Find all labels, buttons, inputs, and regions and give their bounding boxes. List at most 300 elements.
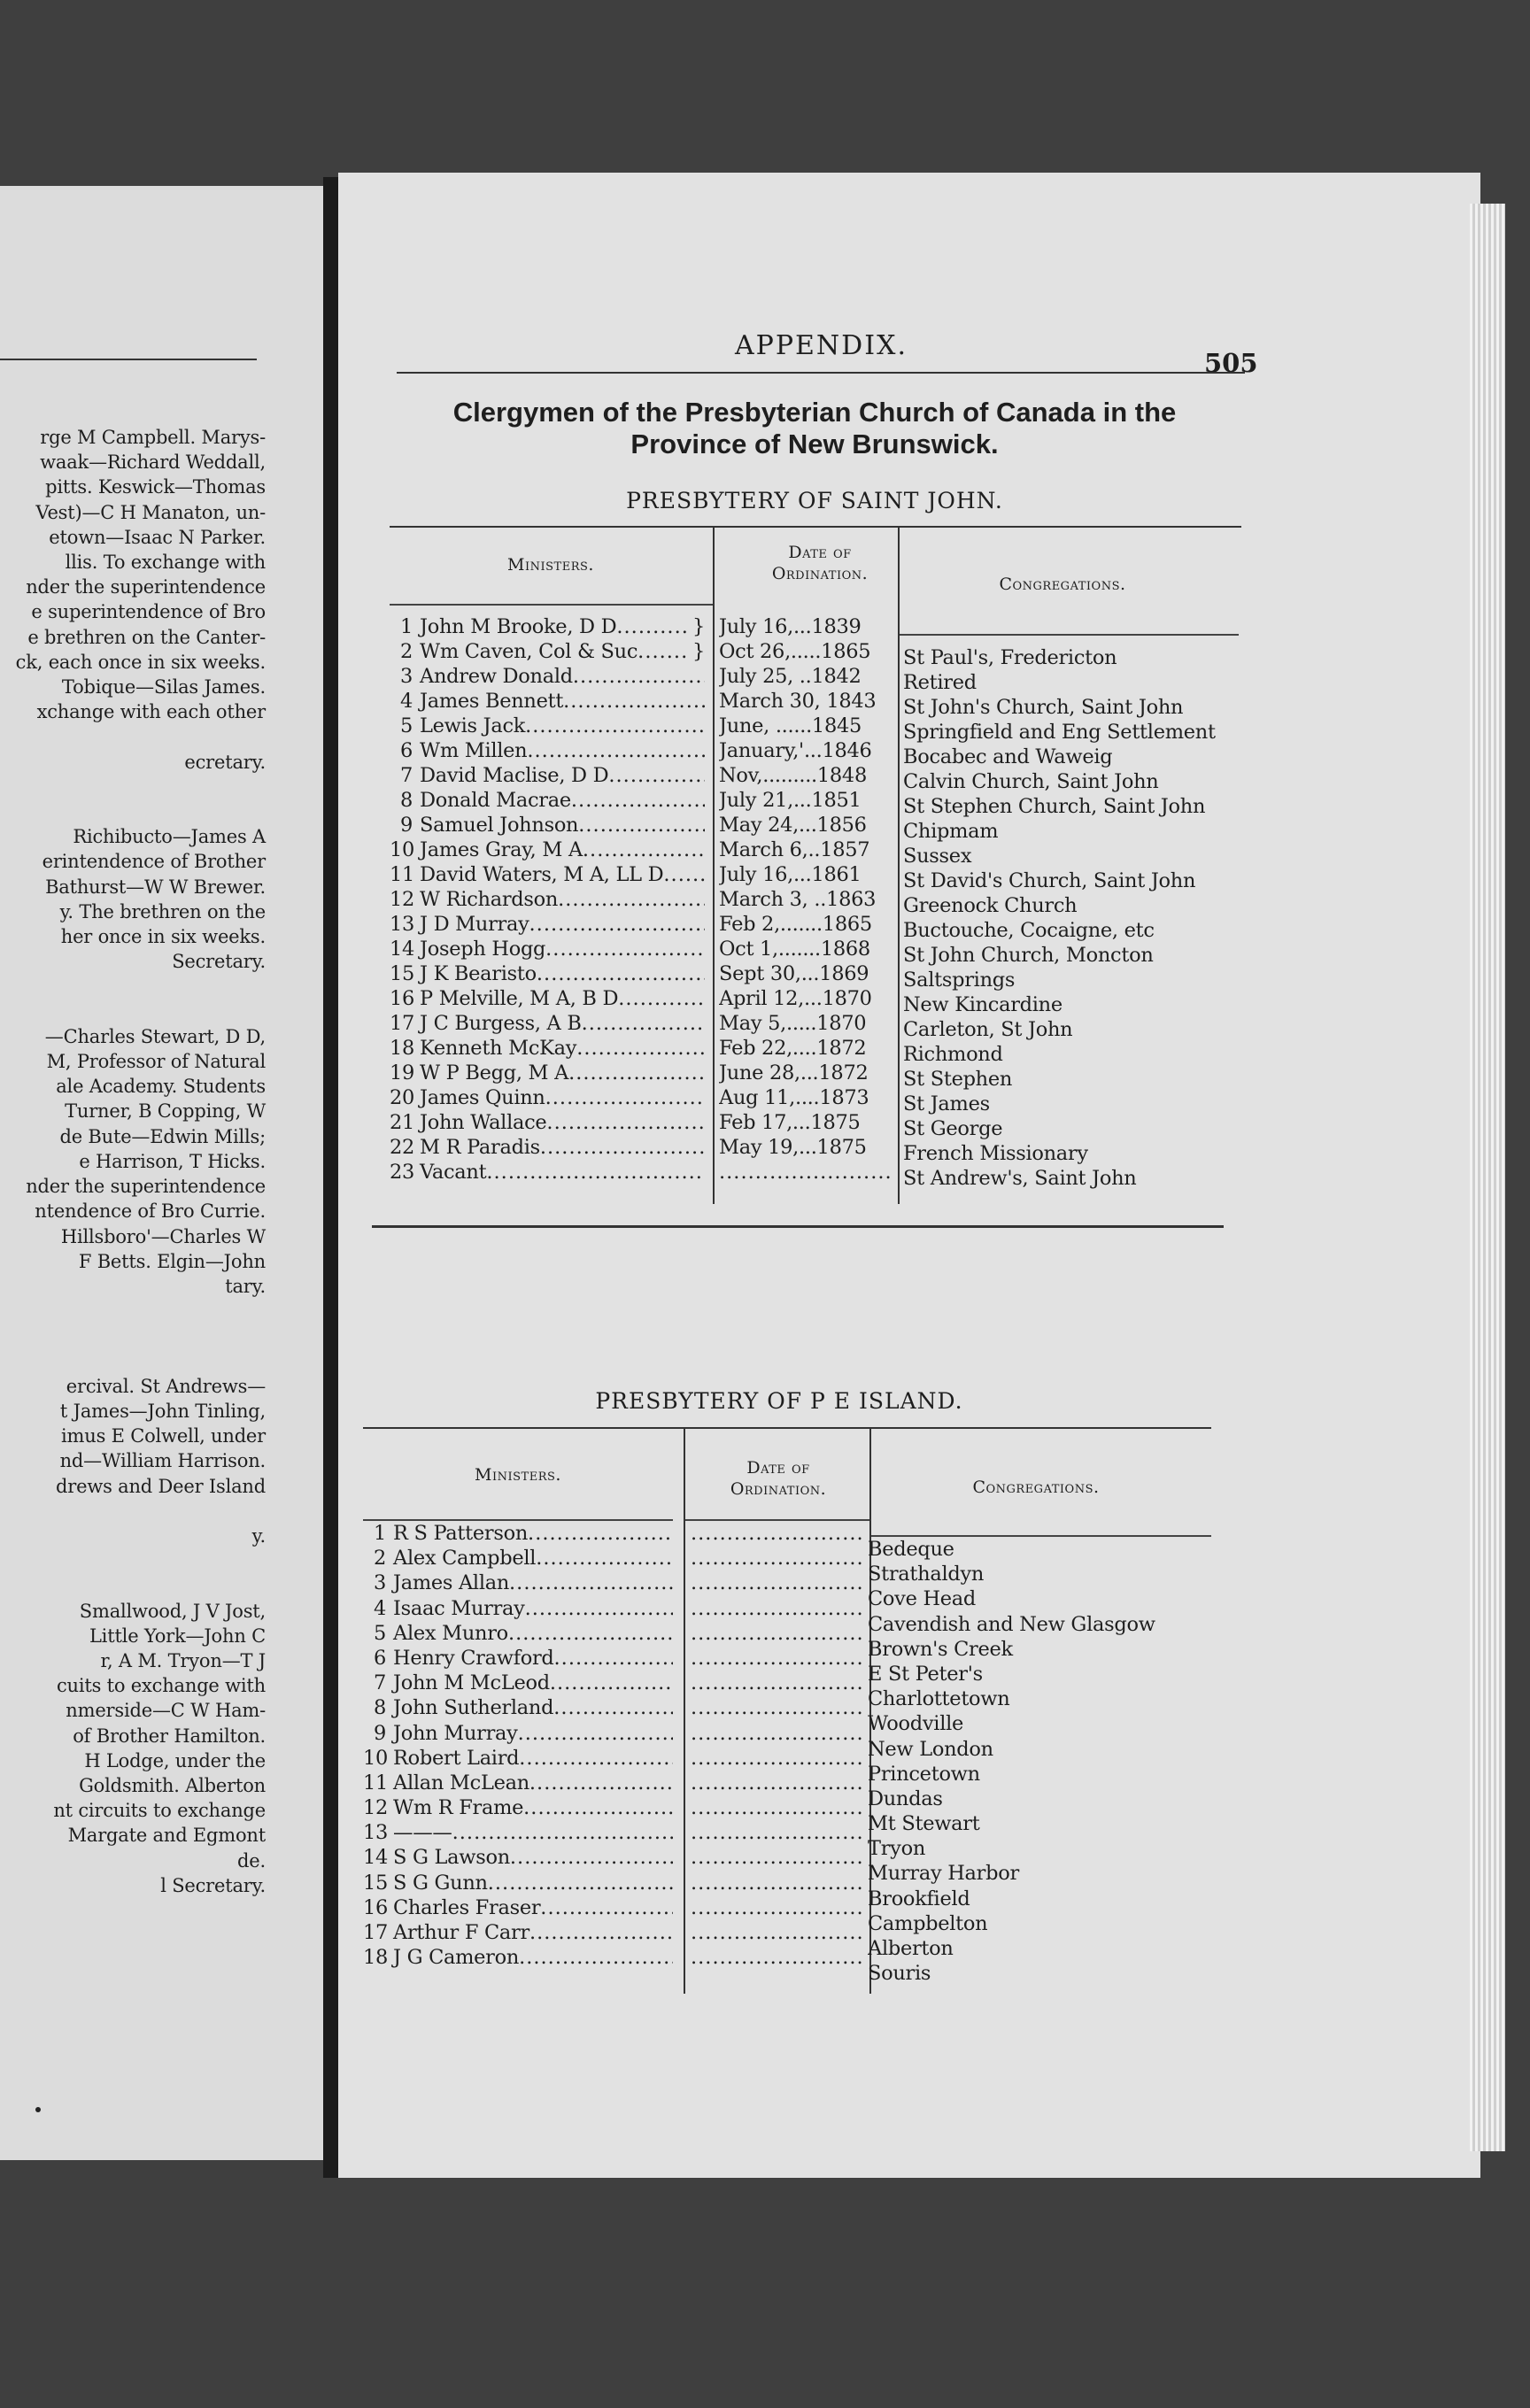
dot-leader — [537, 961, 705, 986]
minister-number: 12 — [390, 888, 415, 911]
minister-number: 21 — [390, 1111, 415, 1134]
previous-page-line — [0, 1573, 266, 1598]
previous-page-line: her once in six weeks. — [60, 926, 266, 948]
previous-page-line: t James—John Tinling, — [59, 1400, 266, 1422]
ordination-date-cell — [719, 1160, 892, 1185]
dot-leader — [509, 1571, 673, 1595]
minister-name: John Sutherland — [393, 1696, 554, 1720]
ordination-date: Oct 26,.....1865 — [719, 640, 871, 663]
previous-page-line: Richibucto—James A — [73, 826, 266, 848]
previous-page-line: Little York—John C — [89, 1625, 266, 1647]
header-rule — [397, 372, 1245, 374]
ordination-date-cell — [691, 1771, 862, 1795]
minister-name: David Maclise, D D — [420, 764, 609, 787]
previous-page-line: drews and Deer Island — [56, 1475, 266, 1497]
dot-leader — [519, 1746, 673, 1771]
dot-leader — [571, 788, 705, 813]
minister-row — [363, 1671, 673, 1695]
minister-row — [390, 1011, 705, 1036]
column-divider — [713, 526, 715, 1204]
previous-page-line — [0, 1349, 266, 1374]
previous-page-line: pitts. Keswick—Thomas — [45, 476, 266, 498]
ministers-header: Ministers. — [475, 1465, 561, 1485]
congregation: Strathaldyn — [868, 1563, 985, 1586]
previous-page-line: Margate and Egmont — [67, 1825, 266, 1847]
ordination-date-cell — [719, 1061, 892, 1085]
minister-row — [390, 887, 705, 912]
minister-number: 10 — [363, 1746, 389, 1770]
congregation: Brookfield — [868, 1887, 970, 1910]
ordination-date-cell — [719, 788, 892, 813]
dot-leader — [691, 1695, 862, 1720]
previous-page-line — [0, 999, 266, 1024]
minister-number: 7 — [373, 1671, 386, 1695]
ordination-date: July 25, ..1842 — [719, 665, 862, 688]
ordination-date-cell — [719, 986, 892, 1011]
ordination-date-cell — [691, 1845, 862, 1870]
ordination-date-cell — [691, 1820, 862, 1845]
minister-row — [363, 1571, 673, 1595]
minister-number: 1 — [373, 1522, 386, 1545]
minister-row — [390, 738, 705, 763]
minister-row — [363, 1721, 673, 1746]
ordination-date-cell — [691, 1871, 862, 1895]
minister-name: Kenneth McKay — [420, 1037, 577, 1060]
ordination-date-cell — [691, 1546, 862, 1571]
page-title-line-2: Province of New Brunswick. — [630, 428, 999, 459]
dot-leader — [578, 813, 705, 837]
table-top-rule — [363, 1427, 1211, 1429]
ordination-date-cell — [719, 887, 892, 912]
minister-number: 15 — [363, 1871, 389, 1895]
minister-number: 17 — [390, 1012, 415, 1035]
dot-leader — [546, 1110, 705, 1135]
minister-row — [390, 1160, 705, 1185]
minister-name: Isaac Murray — [393, 1596, 525, 1620]
dot-leader — [663, 862, 705, 887]
minister-name: Henry Crawford — [393, 1646, 554, 1670]
minister-row — [363, 1546, 673, 1571]
date-header-line-2: Ordination. — [771, 564, 869, 583]
ordination-date-cell — [719, 1036, 892, 1061]
dot-leader — [691, 1871, 862, 1895]
minister-number: 16 — [390, 987, 415, 1010]
minister-row — [363, 1871, 673, 1895]
minister-row — [390, 1110, 705, 1135]
ordination-date-cell — [719, 689, 892, 714]
minister-name: Wm Caven, Col & Suc — [420, 640, 638, 663]
dot-leader — [691, 1920, 862, 1945]
minister-name: W Richardson — [420, 888, 559, 911]
minister-row — [363, 1695, 673, 1720]
ordination-date-cell — [719, 614, 892, 639]
minister-row — [363, 1596, 673, 1621]
minister-row — [390, 639, 705, 664]
congregation: St John Church, Moncton — [903, 944, 1154, 967]
minister-name: J K Bearisto — [420, 962, 537, 985]
dot-leader — [576, 1036, 705, 1061]
ministers-column — [390, 614, 705, 1185]
dot-leader — [691, 1771, 862, 1795]
congregation: Chipmam — [903, 820, 999, 843]
dot-leader — [691, 1646, 862, 1671]
dot-leader — [486, 1160, 705, 1185]
congregation: French Missionary — [903, 1142, 1088, 1165]
minister-name: Alex Campbell — [393, 1547, 537, 1571]
previous-page-line — [0, 775, 266, 799]
ordination-date: May 19,...1875 — [719, 1136, 867, 1159]
minister-name: Samuel Johnson — [420, 814, 579, 837]
previous-page-line — [0, 724, 266, 749]
previous-page-line: etown—Isaac N Parker. — [49, 526, 266, 548]
dot-leader — [553, 1695, 673, 1720]
previous-page-line: —Charles Stewart, D D, — [44, 1025, 266, 1047]
saint-john-heading: PRESBYTERY OF SAINT JOHN. — [626, 488, 1003, 513]
dot-leader — [510, 1845, 673, 1870]
dot-leader — [616, 614, 689, 639]
ordination-date: Nov,.........1848 — [719, 764, 867, 787]
ordination-date: July 21,...1851 — [719, 789, 862, 812]
ordination-date-cell — [719, 837, 892, 862]
ordination-date-cell — [719, 1135, 892, 1160]
ministers-column — [363, 1521, 673, 1970]
minister-name: James Bennett — [420, 690, 564, 713]
congregation: Princetown — [868, 1762, 980, 1786]
previous-page-text — [0, 425, 266, 1898]
congregation: Retired — [903, 671, 977, 694]
minister-row — [390, 986, 705, 1011]
previous-page-line: nmerside—C W Ham- — [66, 1700, 266, 1722]
minister-number: 8 — [373, 1696, 386, 1720]
ordination-date-cell — [691, 1695, 862, 1720]
congregation: E St Peter's — [868, 1662, 983, 1686]
minister-name: Donald Macrae — [420, 789, 571, 812]
minister-number: 14 — [390, 938, 415, 961]
minister-number: 16 — [363, 1895, 389, 1919]
previous-page-line: Turner, B Copping, W — [65, 1100, 266, 1123]
page-edges — [1470, 204, 1505, 2151]
dot-leader — [573, 664, 705, 689]
minister-name: J C Burgess, A B — [420, 1012, 582, 1035]
previous-page-line: xchange with each other — [36, 701, 266, 723]
running-head: APPENDIX. — [735, 330, 908, 361]
previous-page-line: l Secretary. — [160, 1874, 266, 1896]
previous-page-line — [0, 1299, 266, 1324]
congregation: Richmond — [903, 1043, 1003, 1066]
ordination-date-cell — [691, 1571, 862, 1595]
minister-number: 17 — [363, 1921, 389, 1944]
ordination-date: July 16,...1861 — [719, 863, 862, 886]
dot-leader — [545, 1085, 705, 1110]
previous-page-line: imus E Colwell, under — [61, 1425, 266, 1447]
dot-leader — [488, 1871, 673, 1895]
header-rule-ministers — [390, 604, 714, 606]
congregation: Tryon — [868, 1837, 926, 1861]
minister-row — [363, 1746, 673, 1771]
minister-name: John Wallace — [420, 1111, 547, 1134]
dot-leader — [550, 1671, 673, 1695]
ordination-date-cell — [719, 763, 892, 788]
dot-leader — [563, 689, 705, 714]
minister-row — [390, 714, 705, 738]
minister-row — [390, 1085, 705, 1110]
minister-name: Andrew Donald — [420, 665, 573, 688]
minister-number: 3 — [373, 1571, 386, 1595]
minister-row — [390, 689, 705, 714]
congregation: Greenock Church — [903, 894, 1078, 917]
minister-number: 20 — [390, 1086, 415, 1109]
minister-row — [390, 813, 705, 837]
congregation: St John's Church, Saint John — [903, 696, 1184, 719]
dot-leader — [691, 1845, 862, 1870]
congregation: Woodville — [868, 1712, 964, 1736]
dot-leader — [691, 1820, 862, 1845]
minister-number: 10 — [390, 838, 415, 861]
minister-number: 13 — [390, 913, 415, 936]
minister-name: J G Cameron — [393, 1946, 520, 1970]
congregations-header: Congregations. — [972, 1478, 1100, 1497]
previous-page-line — [0, 1548, 266, 1573]
column-divider — [684, 1427, 685, 1994]
congregations-column — [868, 1537, 1209, 1986]
minister-name: M R Paradis — [420, 1136, 540, 1159]
minister-row — [390, 1061, 705, 1085]
ordination-date-cell — [719, 714, 892, 738]
congregation: Bocabec and Waweig — [903, 745, 1113, 768]
previous-page-line: erintendence of Brother — [42, 851, 266, 873]
minister-row — [363, 1771, 673, 1795]
previous-page-line: e superintendence of Bro — [31, 601, 266, 623]
brace-mark: } — [692, 615, 705, 638]
congregation: Saltsprings — [903, 969, 1016, 992]
previous-page-line: Goldsmith. Alberton — [79, 1774, 266, 1796]
minister-number: 11 — [363, 1771, 389, 1794]
minister-number: 19 — [390, 1061, 415, 1084]
dot-leader — [691, 1671, 862, 1695]
minister-row — [363, 1795, 673, 1820]
minister-number: 11 — [390, 863, 415, 886]
dot-leader — [691, 1895, 862, 1920]
ordination-date: March 3, ..1863 — [719, 888, 877, 911]
date-header-line-1: Date of — [788, 543, 852, 562]
minister-number: 23 — [390, 1161, 415, 1184]
congregation: St Stephen Church, Saint John — [903, 795, 1206, 818]
congregation: Charlottetown — [868, 1687, 1010, 1711]
minister-row — [363, 1945, 673, 1970]
table-top-rule — [390, 526, 1241, 528]
minister-row — [390, 961, 705, 986]
minister-row — [390, 862, 705, 887]
minister-row — [390, 912, 705, 937]
dot-leader — [691, 1546, 862, 1571]
ordination-date-cell — [691, 1895, 862, 1920]
previous-page-line: ecretary. — [184, 751, 266, 773]
congregation: Murray Harbor — [868, 1862, 1019, 1886]
congregation: Dundas — [868, 1787, 943, 1810]
dot-leader — [528, 1521, 673, 1546]
dates-column — [719, 614, 892, 1185]
page-number: 505 — [1204, 348, 1258, 378]
ordination-date-cell — [719, 937, 892, 961]
ordination-date-cell — [719, 1110, 892, 1135]
minister-row — [390, 1036, 705, 1061]
dot-leader — [691, 1945, 862, 1970]
minister-row — [390, 614, 705, 639]
minister-name: W P Begg, M A — [420, 1061, 569, 1084]
minister-name: S G Gunn — [393, 1871, 488, 1895]
ordination-date: June, ......1845 — [719, 714, 862, 737]
minister-name: Arthur F Carr — [393, 1921, 529, 1944]
minister-row — [390, 788, 705, 813]
ordination-date: May 24,...1856 — [719, 814, 867, 837]
previous-page-line: Secretary. — [172, 951, 266, 973]
congregation: New London — [868, 1737, 993, 1761]
ordination-date-cell — [719, 1011, 892, 1036]
congregation: St Paul's, Fredericton — [903, 646, 1117, 669]
minister-number: 13 — [363, 1821, 389, 1845]
minister-name: ——— — [393, 1821, 452, 1845]
dot-leader — [540, 1895, 673, 1920]
minister-row — [390, 763, 705, 788]
dot-leader — [529, 912, 705, 937]
minister-name: James Allan — [393, 1571, 510, 1595]
previous-page-line: F Betts. Elgin—John — [78, 1250, 266, 1272]
ordination-date: Aug 11,....1873 — [719, 1086, 869, 1109]
pe-island-heading: PRESBYTERY OF P E ISLAND. — [595, 1388, 963, 1414]
previous-page-line: Smallwood, J V Jost, — [79, 1600, 266, 1622]
minister-number: 18 — [363, 1946, 389, 1970]
minister-row — [363, 1820, 673, 1845]
ordination-date: Sept 30,...1869 — [719, 962, 869, 985]
minister-name: Charles Fraser — [393, 1895, 541, 1919]
congregation: St James — [903, 1092, 990, 1115]
congregation: Brown's Creek — [868, 1637, 1013, 1661]
date-header-line-1: Date of — [746, 1458, 810, 1478]
minister-row — [390, 664, 705, 689]
previous-page-line: rge M Campbell. Marys- — [40, 427, 266, 448]
minister-name: John M McLeod — [393, 1671, 550, 1695]
column-divider — [898, 526, 900, 1204]
dot-leader — [582, 1011, 705, 1036]
dot-leader — [525, 714, 705, 738]
page-title-line-1: Clergymen of the Presbyterian Church of Canada in the — [452, 397, 1177, 428]
dot-leader — [529, 1920, 673, 1945]
minister-row — [363, 1521, 673, 1546]
dot-leader — [618, 986, 705, 1011]
minister-name: John M Brooke, D D — [420, 615, 617, 638]
previous-page — [0, 186, 328, 2160]
dot-leader — [540, 1135, 705, 1160]
previous-page-line: M, Professor of Natural — [46, 1051, 266, 1073]
minister-name: Allan McLean — [393, 1771, 529, 1794]
congregation: Alberton — [868, 1937, 954, 1960]
previous-page-line: de Bute—Edwin Mills; — [59, 1125, 266, 1147]
dot-leader — [719, 1160, 892, 1185]
ordination-date-cell — [719, 639, 892, 664]
date-header-line-2: Ordination. — [730, 1479, 827, 1499]
minister-name: Wm Millen — [420, 739, 528, 762]
previous-page-line: cuits to exchange with — [56, 1675, 266, 1697]
minister-number: 5 — [373, 1621, 386, 1645]
ordination-date-cell — [719, 664, 892, 689]
minister-name: John Murray — [393, 1721, 518, 1745]
ordination-date-cell — [719, 862, 892, 887]
ordination-date-cell — [691, 1721, 862, 1746]
previous-page-line: Vest)—C H Manaton, un- — [35, 501, 266, 523]
ordination-date-cell — [719, 912, 892, 937]
congregation: New Kincardine — [903, 993, 1062, 1016]
previous-page-line: ale Academy. Students — [56, 1076, 266, 1098]
table-bottom-rule — [372, 1225, 1224, 1228]
congregation: Buctouche, Cocaigne, etc — [903, 919, 1155, 942]
previous-page-line — [0, 799, 266, 824]
dot-leader — [691, 1795, 862, 1820]
minister-number: 12 — [363, 1796, 389, 1820]
minister-row — [363, 1920, 673, 1945]
congregation: Bedeque — [868, 1538, 954, 1561]
ordination-date: Feb 22,....1872 — [719, 1037, 867, 1060]
ordination-date-cell — [719, 1085, 892, 1110]
previous-page-line: llis. To exchange with — [65, 552, 266, 574]
minister-name: Lewis Jack — [420, 714, 526, 737]
ordination-date: Oct 1,.......1868 — [719, 938, 870, 961]
ordination-date: March 6,..1857 — [719, 838, 870, 861]
dot-leader — [691, 1571, 862, 1595]
previous-page-line: r, A M. Tryon—T J — [100, 1649, 266, 1671]
dot-leader — [527, 738, 705, 763]
minister-row — [363, 1621, 673, 1646]
dot-leader — [536, 1546, 673, 1571]
previous-page-line — [0, 1499, 266, 1524]
ordination-date-cell — [691, 1646, 862, 1671]
congregation: Mt Stewart — [868, 1812, 980, 1836]
congregation: Souris — [868, 1962, 931, 1986]
ordination-date: January,'...1846 — [719, 739, 872, 762]
previous-page-line: de. — [237, 1849, 266, 1872]
congregation: St David's Church, Saint John — [903, 869, 1196, 892]
congregation: Sussex — [903, 845, 972, 868]
dates-column — [691, 1521, 862, 1970]
ordination-date: May 5,.....1870 — [719, 1012, 867, 1035]
minister-name: J D Murray — [420, 913, 529, 936]
minister-number: 3 — [399, 665, 413, 688]
previous-page-line: nt circuits to exchange — [53, 1800, 266, 1822]
previous-page-line: Hillsboro'—Charles W — [60, 1225, 266, 1247]
minister-number: 2 — [373, 1547, 386, 1571]
minister-number: 18 — [390, 1037, 415, 1060]
dot-leader — [638, 639, 689, 664]
minister-name: Robert Laird — [393, 1746, 520, 1770]
minister-number: 14 — [363, 1846, 389, 1870]
minister-name: R S Patterson — [393, 1522, 529, 1545]
minister-number: 9 — [373, 1721, 386, 1745]
dot-leader — [583, 837, 705, 862]
ordination-date-cell — [719, 961, 892, 986]
congregation: Campbelton — [868, 1911, 988, 1935]
previous-page-line: ntendence of Bro Currie. — [35, 1200, 266, 1223]
ordination-date-cell — [691, 1596, 862, 1621]
dot-leader — [529, 1771, 673, 1795]
minister-number: 22 — [390, 1136, 415, 1159]
minister-number: 1 — [399, 615, 413, 638]
minister-number: 7 — [399, 764, 413, 787]
ordination-date-cell — [691, 1746, 862, 1771]
ordination-date: July 16,...1839 — [719, 615, 862, 638]
dot-leader — [608, 763, 705, 788]
congregation: Carleton, St John — [903, 1018, 1073, 1041]
dot-leader — [691, 1746, 862, 1771]
congregations-column — [903, 645, 1240, 1191]
